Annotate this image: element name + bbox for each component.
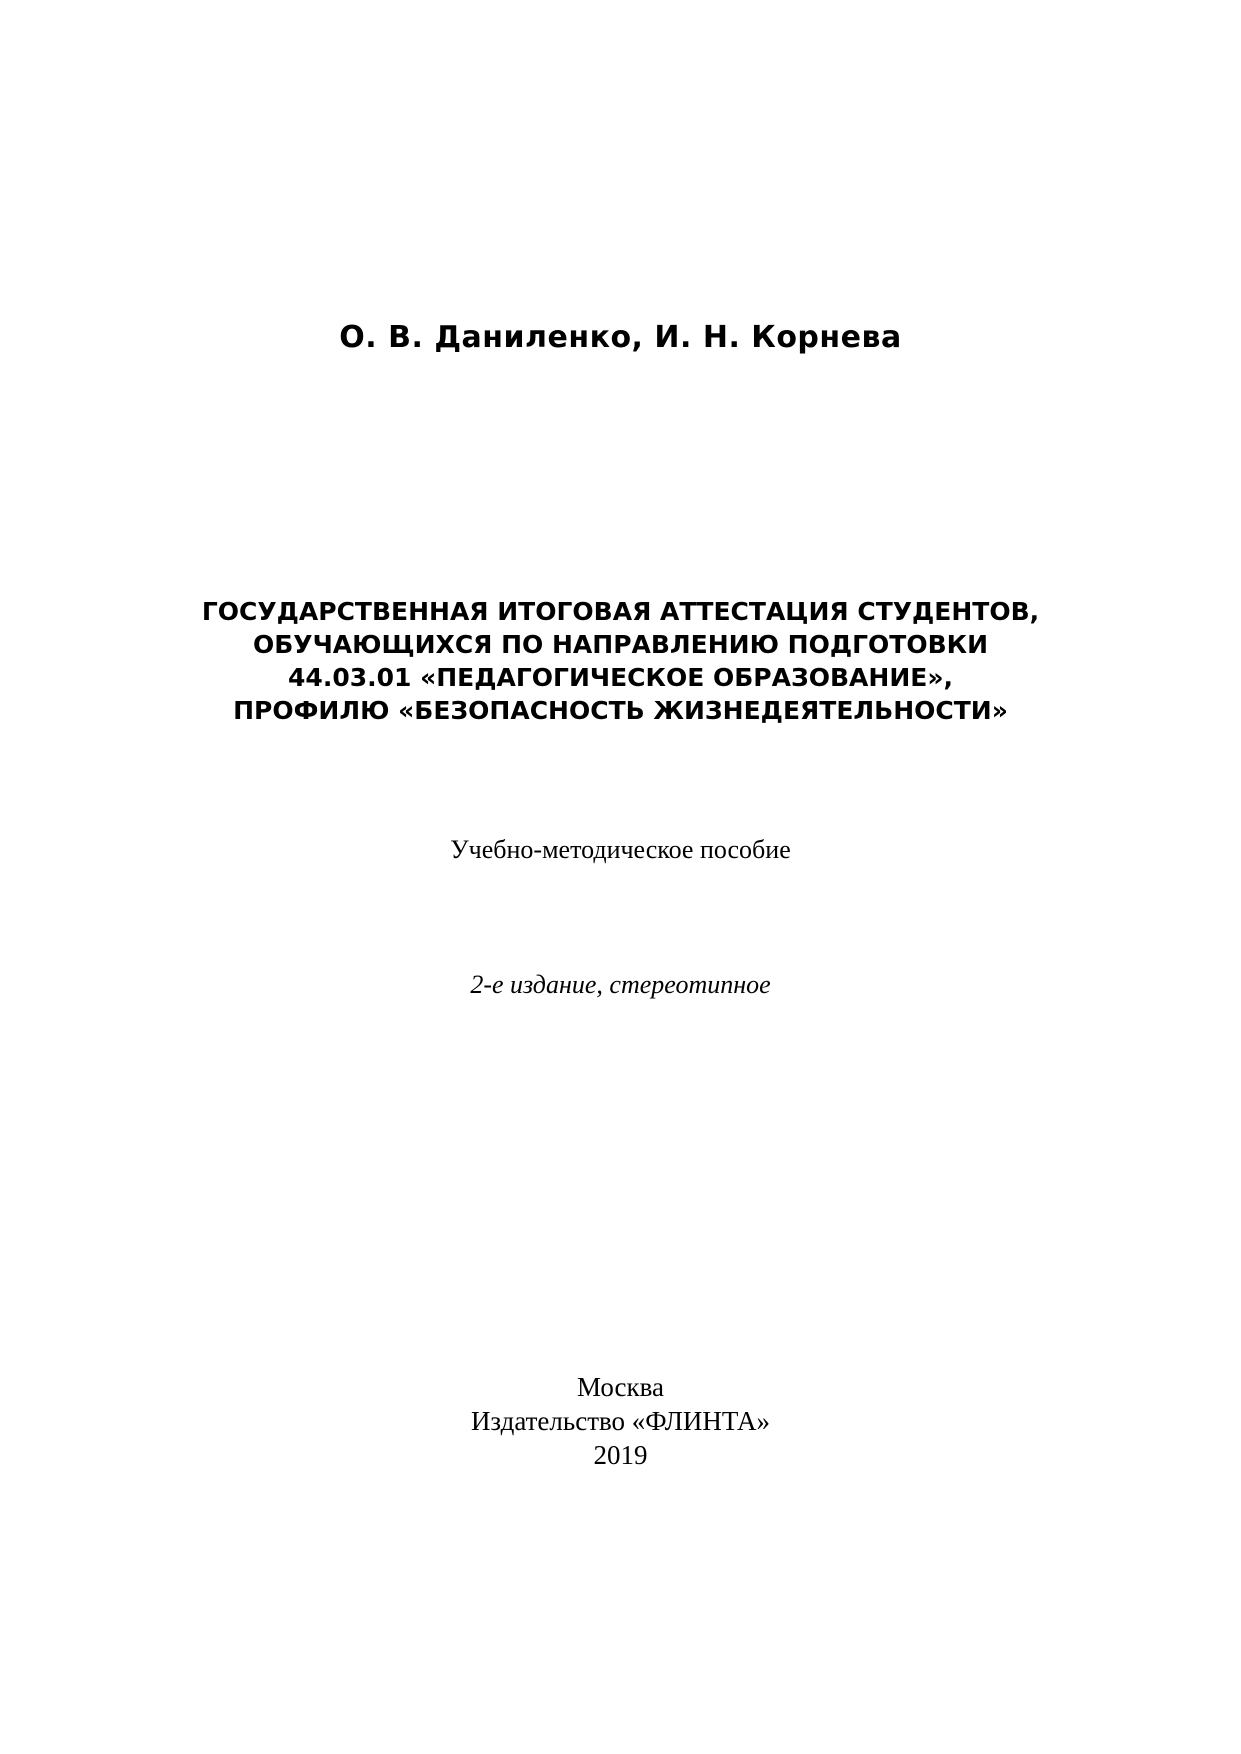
book-title-line-3: 44.03.01 «ПЕДАГОГИЧЕСКОЕ ОБРАЗОВАНИЕ», <box>288 663 953 692</box>
book-title-line-2: ОБУЧАЮЩИХСЯ ПО НАПРАВЛЕНИЮ ПОДГОТОВКИ <box>253 630 988 659</box>
edition-note: 2-е издание, стереотипное <box>470 970 771 999</box>
imprint-publisher: Издательство «ФЛИНТА» <box>470 1406 771 1436</box>
imprint-year: 2019 <box>593 1440 648 1470</box>
authors: О. В. Даниленко, И. Н. Корнева <box>339 320 902 355</box>
imprint <box>0 1370 1241 1472</box>
imprint-city: Москва <box>577 1372 664 1402</box>
book-title-line-1: ГОСУДАРСТВЕННАЯ ИТОГОВАЯ АТТЕСТАЦИЯ СТУДЕНТОВ, <box>201 597 1040 626</box>
book-type: Учебно-методическое пособие <box>450 835 791 864</box>
book-title <box>0 595 1241 727</box>
book-title-line-4: ПРОФИЛЮ «БЕЗОПАСНОСТЬ ЖИЗНЕДЕЯТЕЛЬНОСТИ» <box>233 696 1008 725</box>
